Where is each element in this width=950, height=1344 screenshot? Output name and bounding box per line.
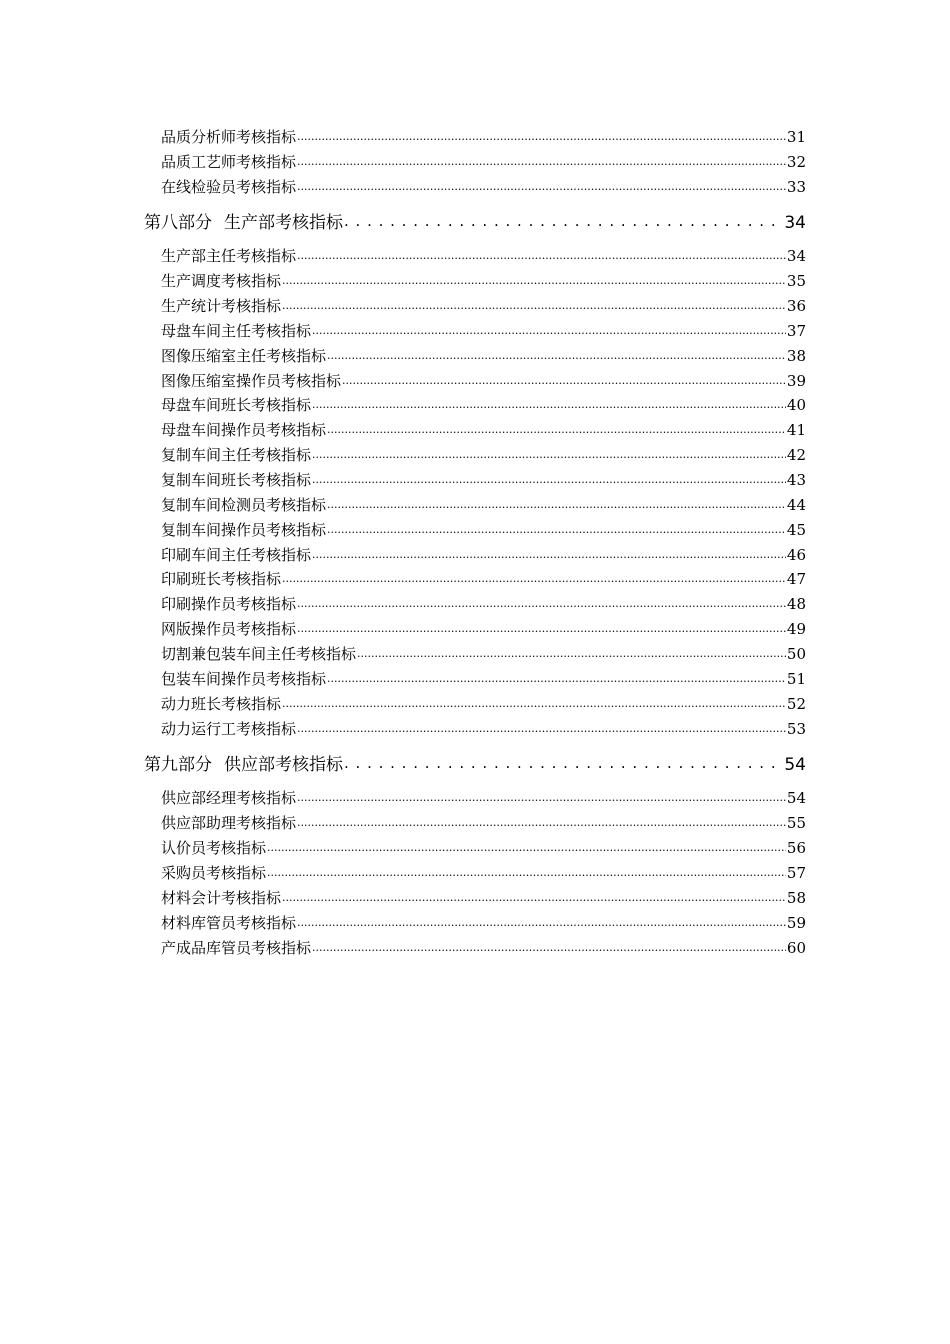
toc-entry-page: 43 [786,471,806,489]
toc-entry-page: 49 [786,620,806,638]
toc-entry-title: 母盘车间班长考核指标 [161,396,312,414]
toc-entry[interactable] [161,693,806,717]
toc-entry[interactable] [161,126,806,150]
toc-entry-title: 产成品库管员考核指标 [161,939,312,957]
toc-entry-title: 材料库管员考核指标 [161,914,297,932]
toc-entry[interactable] [161,245,806,269]
toc-dot-leader [282,888,786,903]
toc-entry-title: 认价员考核指标 [161,839,267,857]
toc-entry[interactable] [161,151,806,175]
toc-entry[interactable] [161,295,806,319]
toc-dot-leader [327,495,786,510]
toc-entry-page: 52 [786,695,806,713]
toc-entry-title: 生产部主任考核指标 [161,247,297,265]
toc-dot-leader [312,395,786,410]
toc-dot-leader [297,594,786,609]
toc-entry-title: 材料会计考核指标 [161,889,282,907]
toc-dot-leader [327,420,786,435]
toc-part-page: 54 [784,755,806,775]
toc-entry-page: 33 [786,178,806,196]
toc-dot-leader [312,938,786,953]
toc-entry-title: 品质分析师考核指标 [161,128,297,146]
toc-dot-leader [267,838,786,853]
toc-entry[interactable] [161,668,806,692]
toc-entry-page: 32 [786,153,806,171]
toc-part-title: 生产部考核指标 [224,213,343,233]
toc-entry-title: 品质工艺师考核指标 [161,153,297,171]
toc-entry-page: 36 [786,297,806,315]
toc-entry-title: 图像压缩室主任考核指标 [161,347,327,365]
toc-entry-title: 图像压缩室操作员考核指标 [161,372,342,390]
toc-dot-leader [297,788,786,803]
toc-entry[interactable] [161,912,806,936]
toc-entry[interactable] [161,718,806,742]
toc-dot-leader [344,211,783,228]
toc-part-label: 第八部分 [144,213,212,233]
toc-entry-title: 网版操作员考核指标 [161,620,297,638]
toc-entry-page: 45 [786,521,806,539]
toc-entry[interactable] [161,494,806,518]
toc-entry-page: 31 [786,128,806,146]
toc-dot-leader [312,545,786,560]
toc-entry-title: 供应部经理考核指标 [161,789,297,807]
toc-dot-leader [282,271,786,286]
toc-entry-title: 生产调度考核指标 [161,272,282,290]
toc-dot-leader [344,753,783,770]
toc-entry[interactable] [161,837,806,861]
toc-entry-title: 复制车间班长考核指标 [161,471,312,489]
toc-entry[interactable] [161,394,806,418]
toc-entry[interactable] [161,862,806,886]
toc-dot-leader [297,719,786,734]
toc-dot-leader [282,296,786,311]
toc-entry[interactable] [161,419,806,443]
toc-dot-leader [297,127,786,142]
toc-dot-leader [297,913,786,928]
toc-entry-page: 50 [786,645,806,663]
toc-entry-title: 印刷班长考核指标 [161,570,282,588]
toc-entry[interactable] [161,320,806,344]
toc-entry-page: 42 [786,446,806,464]
toc-entry-page: 60 [786,939,806,957]
toc-dot-leader [297,619,786,634]
toc-dot-leader [342,371,786,386]
toc-dot-leader [297,813,786,828]
toc-entry-page: 56 [786,839,806,857]
toc-dot-leader [282,694,786,709]
toc-entry-page: 58 [786,889,806,907]
toc-dot-leader [297,246,786,261]
toc-entry[interactable] [161,444,806,468]
toc-entry-title: 包装车间操作员考核指标 [161,670,327,688]
toc-dot-leader [267,863,786,878]
toc-entry[interactable] [161,469,806,493]
toc-entry[interactable] [161,887,806,911]
toc-entry-page: 47 [786,570,806,588]
toc-entry[interactable] [161,544,806,568]
toc-entry-title: 印刷操作员考核指标 [161,595,297,613]
toc-entry-page: 48 [786,595,806,613]
toc-part-page: 34 [784,213,806,233]
toc-dot-leader [282,569,786,584]
toc-entry-page: 40 [786,396,806,414]
toc-dot-leader [327,669,786,684]
toc-entry-page: 38 [786,347,806,365]
toc-part-heading[interactable] [144,208,806,236]
toc-entry-page: 53 [786,720,806,738]
toc-entry-page: 55 [786,814,806,832]
toc-entry-page: 39 [786,372,806,390]
toc-entry[interactable] [161,370,806,394]
toc-entry-title: 母盘车间主任考核指标 [161,322,312,340]
toc-entry-page: 57 [786,864,806,882]
toc-entry[interactable] [161,270,806,294]
toc-dot-leader [327,520,786,535]
toc-entry-title: 在线检验员考核指标 [161,178,297,196]
toc-entry-title: 动力运行工考核指标 [161,720,297,738]
toc-entry-title: 复制车间操作员考核指标 [161,521,327,539]
toc-dot-leader [312,445,786,460]
toc-entry-page: 35 [786,272,806,290]
toc-entry-title: 印刷车间主任考核指标 [161,546,312,564]
toc-entry-page: 46 [786,546,806,564]
toc-entry[interactable] [161,937,806,961]
toc-entry[interactable] [161,176,806,200]
toc-entry-page: 44 [786,496,806,514]
toc-entry[interactable] [161,593,806,617]
toc-entry-title: 采购员考核指标 [161,864,267,882]
toc-part-heading[interactable] [144,750,806,778]
toc-dot-leader [312,470,786,485]
toc-entry-page: 37 [786,322,806,340]
toc-entry-page: 54 [786,789,806,807]
toc-entry[interactable] [161,618,806,642]
toc-part-title: 供应部考核指标 [224,755,343,775]
toc-entry-title: 供应部助理考核指标 [161,814,297,832]
toc-entry-page: 51 [786,670,806,688]
toc-entry-page: 41 [786,421,806,439]
toc-entry[interactable] [161,345,806,369]
toc-dot-leader [297,177,786,192]
toc-entry-page: 34 [786,247,806,265]
toc-dot-leader [327,346,786,361]
toc-entry-title: 复制车间检测员考核指标 [161,496,327,514]
toc-entry[interactable] [161,519,806,543]
toc-dot-leader [357,644,786,659]
toc-part-label: 第九部分 [144,755,212,775]
toc-entry-title: 动力班长考核指标 [161,695,282,713]
toc-dot-leader [297,152,786,167]
toc-entry-title: 生产统计考核指标 [161,297,282,315]
toc-entry-page: 59 [786,914,806,932]
toc-entry[interactable] [161,812,806,836]
toc-entry-title: 复制车间主任考核指标 [161,446,312,464]
toc-entry[interactable] [161,568,806,592]
toc-entry-title: 切割兼包装车间主任考核指标 [161,645,357,663]
toc-entry[interactable] [161,787,806,811]
toc-dot-leader [312,321,786,336]
toc-entry-title: 母盘车间操作员考核指标 [161,421,327,439]
toc-entry[interactable] [161,643,806,667]
